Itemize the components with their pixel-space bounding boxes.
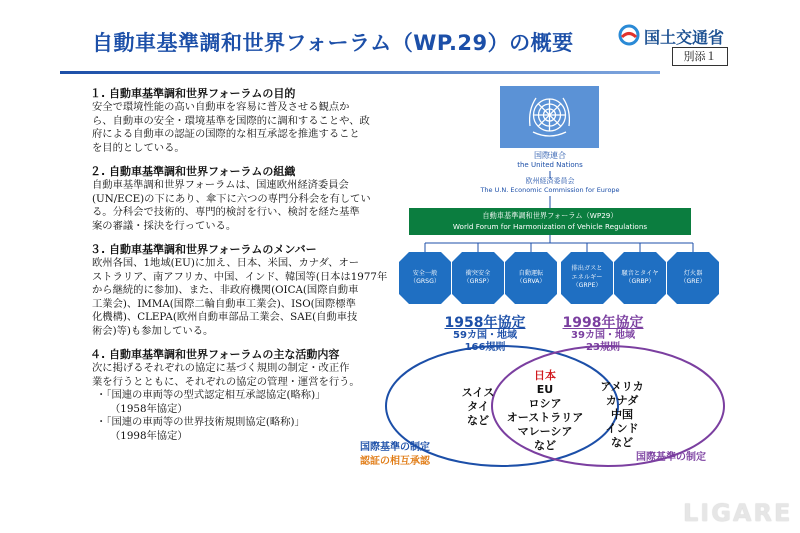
agreement-1998-parties: 39カ国・地域 [571,330,635,341]
working-group-grsp [452,252,504,304]
working-group-gre [667,252,719,304]
ministry-brand [618,24,758,48]
section-line: 業を行うとともに、それぞれの協定の管理・運営を行う。 [92,375,360,388]
working-group-code: （GRSG） [409,278,441,285]
working-group-label: 安全一般 [412,269,438,277]
working-group-code: （GRBP） [625,278,655,285]
agreement-1998-title: 1998年協定 [562,315,644,331]
ministry-logo-icon [618,24,640,46]
section-line: 化機構)、CLEPA(欧州自動車部品工業会、SAE(自動車技 [92,311,358,323]
attachment-label: 別添１ [672,47,728,66]
country-label: カナダ [605,394,639,407]
country-label: 中国 [611,408,633,421]
section-heading: ４. 自動車基準調和世界フォーラムの主な活動内容 [90,348,340,361]
section-line: 工業会)、IMMA(国際二輪自動車工業会)、ISO(国際標準 [92,297,356,310]
section-heading: １. 自動車基準調和世界フォーラムの目的 [90,87,296,100]
working-group-grpe [561,252,613,304]
venn-both [505,369,585,453]
section-organization [90,164,390,233]
ece-name-ja: 欧州経済委員会 [525,177,575,185]
agreement-name: ・「国連の車両等の世界技術規則協定(略称)」 [96,416,305,428]
agreement-1958-rules: 166規則 [464,342,506,353]
section-line: ら、自動車の安全・環境基準を国際的に調和することや、政 [92,114,370,127]
agreement-note: （1998年協定） [110,429,188,442]
country-label: スイス [461,386,495,399]
un-name-en: the United Nations [517,161,583,169]
legend-1998-standards: 国際基準の制定 [636,452,706,463]
country-label-japan: 日本 [534,369,556,382]
section-line: (UN/ECE)の下にあり、傘下に六つの専門分科会を有してい [92,192,371,205]
section-line: から継続的に参加)、また、非政府機関(OICA(国際自動車 [92,284,359,296]
working-group-label: 自動運転 [518,269,544,277]
working-group-code: （GRE） [680,278,706,285]
working-group-label-2: エネルギー [571,273,603,281]
title-underline [60,71,660,74]
section-line: 案の審議・採決を行っている。 [92,219,237,232]
working-group-label: 騒音とタイヤ [621,269,659,277]
venn-1958-only [448,386,508,428]
un-emblem-icon [500,86,599,148]
section-line: 自動車基準調和世界フォーラムは、国連欧州経済委員会 [92,179,349,191]
working-group-code: （GRSP） [463,278,493,285]
working-group-label: 衝突安全 [465,269,491,277]
country-label: アメリカ [600,380,644,393]
country-label: など [611,436,633,449]
section-line: 府による自動車の認証の国際的な相互承認を推進すること [92,128,360,140]
section-members [90,242,390,338]
agreement-1958-parties: 59カ国・地域 [453,330,517,341]
agreement-name: ・「国連の車両等の型式認定相互承認協定(略称)」 [96,389,326,401]
connector-line [548,196,552,208]
working-group-code: （GRVA） [516,278,546,285]
country-label: タイ [467,400,489,413]
un-flag [500,86,599,148]
legend-1958-mutual-recognition: 認証の相互承認 [360,456,430,467]
working-group-label: 排出ガスと [571,265,603,273]
section-line: 次に掲げるそれぞれの協定に基づく規則の制定・改正作 [92,362,350,374]
section-line: る。分科会で技術的、専門的検討を行い、検討を経た基準 [92,206,360,218]
section-heading: ２. 自動車基準調和世界フォーラムの組織 [90,165,296,178]
legend-1958-standards: 国際基準の制定 [360,442,430,453]
working-group-label: 灯火器 [683,269,703,277]
page-title: 自動車基準調和世界フォーラム（WP.29）の概要 [92,31,574,55]
country-label: インド [605,422,639,435]
wp29-name-ja: 自動車基準調和世界フォーラム（WP29） [482,211,618,220]
ministry-name: 国土交通省 [644,28,725,47]
wp29-box [409,208,691,235]
working-group-code: （GRPE） [572,282,602,290]
country-label: ロシア [528,397,562,410]
agreement-1958-title: 1958年協定 [444,315,526,331]
country-label: オーストラリア [506,411,584,424]
section-line: 安全で環境性能の高い自動車を容易に普及させる観点か [92,101,350,113]
country-label: EU [536,383,554,396]
section-purpose [90,86,390,155]
working-group-grbp [614,252,666,304]
working-group-grva [505,252,557,304]
country-label: など [534,439,556,452]
working-group-grsg [399,252,451,304]
venn-1998-only [592,380,652,450]
section-line: ストラリア、南アフリカ、中国、インド、韓国等(日本は1977年 [92,270,388,283]
agreement-note: （1958年協定） [110,402,188,415]
country-label: マレーシア [517,425,573,438]
wp29-name-en: World Forum for Harmonization of Vehicle Regulations [452,222,648,231]
un-name-ja: 国際連合 [534,151,566,160]
agreement-1998-rules: 23規則 [586,342,620,353]
section-line: を目的としている。 [92,141,185,154]
section-line: 欧州各国、1地域(EU)に加え、日本、米国、カナダ、オー [92,257,360,269]
watermark-logo: LIGARE [683,499,793,527]
section-line: 術会)等)も参加している。 [92,324,214,337]
ece-name-en: The U.N. Economic Commission for Europe [480,186,620,194]
section-heading: ３. 自動車基準調和世界フォーラムのメンバー [90,243,317,256]
country-label: など [467,414,489,427]
text-column [90,86,390,452]
section-activities [90,347,390,443]
